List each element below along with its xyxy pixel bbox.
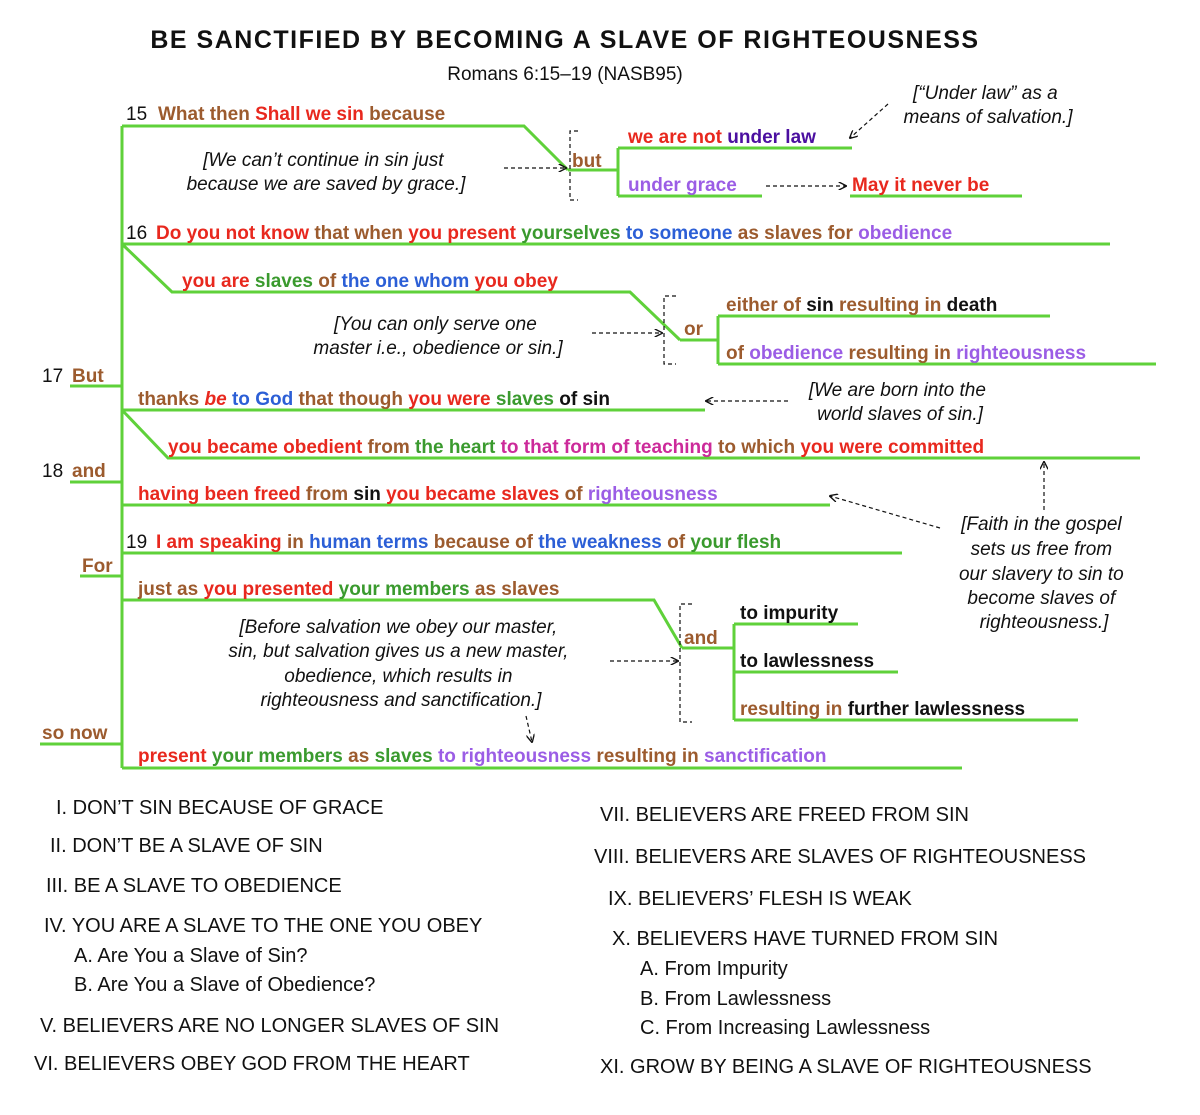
text-either — [726, 295, 997, 316]
present-word-1: your members — [211, 746, 349, 767]
l19-word-6: your flesh — [690, 532, 782, 553]
thanks-word-3: that though — [298, 389, 409, 410]
present-word-5: resulting in — [596, 746, 705, 767]
slaves-obey-word-0: you are — [182, 271, 255, 292]
l19-word-2: human terms — [309, 532, 434, 553]
thanks-word-1: be — [204, 389, 232, 410]
connector-but: but — [572, 151, 602, 172]
outline-item: XI. GROW BY BEING A SLAVE OF RIGHTEOUSNESS — [600, 1056, 1092, 1078]
verse-18: 18 — [42, 461, 64, 482]
became-obedient-word-4: to — [718, 437, 742, 458]
impurity-word-0: to impurity — [740, 603, 839, 624]
thanks-word-5: slaves — [495, 389, 560, 410]
freed-word-4: of — [564, 484, 588, 505]
diagram-subtitle: Romans 6:15–19 (NASB95) — [447, 64, 683, 85]
outline-item: VI. BELIEVERS OBEY GOD FROM THE HEART — [34, 1053, 470, 1075]
outline-item: IV. YOU ARE A SLAVE TO THE ONE YOU OBEY — [44, 915, 483, 937]
present-word-6: sanctification — [704, 746, 827, 767]
just-as-word-0: just as — [138, 579, 204, 600]
present-word-0: present — [138, 746, 212, 767]
became-obedient-word-3: to that form of teaching — [500, 437, 719, 458]
text-of-obedience — [726, 343, 1086, 364]
either-word-1: sin — [806, 295, 839, 316]
note-one-master: [You can only serve one master i.e., obedience or sin.] — [313, 314, 563, 359]
l16-word-6: for — [827, 223, 859, 244]
freed-word-0: having been freed — [138, 484, 306, 505]
text-impurity — [740, 603, 839, 624]
l16-word-1: that when — [314, 223, 409, 244]
connector-so-now: so now — [42, 723, 108, 744]
note-faith-gospel: [Faith in the gospel sets us free from our slavery to sin to become slaves of righteousness.] — [958, 514, 1124, 633]
l15-word-0: What then — [158, 104, 256, 125]
outline-left — [34, 797, 499, 1075]
connector-but-17: But — [72, 366, 104, 387]
l19-word-0: I am speaking — [156, 532, 287, 553]
outline-item: V. BELIEVERS ARE NO LONGER SLAVES OF SIN — [40, 1015, 500, 1037]
connector-and: and — [684, 628, 718, 649]
further-word-1: further lawlessness — [847, 699, 1026, 720]
not-under-law-word-0: we are not — [628, 127, 728, 148]
present-word-2: as — [348, 746, 375, 767]
thanks-word-6: of sin — [559, 389, 610, 410]
of-obedience-word-3: righteousness — [956, 343, 1087, 364]
of-obedience-word-0: of — [726, 343, 750, 364]
arrow-sanctification — [526, 716, 532, 742]
outline-item: X. BELIEVERS HAVE TURNED FROM SIN — [612, 928, 999, 950]
verse-15: 15 — [126, 104, 148, 125]
outline-item: VII. BELIEVERS ARE FREED FROM SIN — [600, 804, 969, 826]
thanks-word-0: thanks — [138, 389, 205, 410]
l15-word-2: because — [369, 104, 446, 125]
just-as-word-3: as slaves — [474, 579, 560, 600]
text-not-under-law — [627, 127, 816, 148]
outline-item: I. DON’T SIN BECAUSE OF GRACE — [56, 797, 384, 819]
became-obedient-word-1: from — [367, 437, 416, 458]
l16-word-2: you present — [408, 223, 522, 244]
l16-word-5: as slaves — [737, 223, 828, 244]
became-obedient-word-6: you were committed — [800, 437, 985, 458]
l19-word-4: the weakness — [538, 532, 668, 553]
text-line-16 — [156, 223, 952, 244]
became-obedient-word-0: you became obedient — [168, 437, 368, 458]
text-lawlessness — [740, 651, 874, 672]
of-obedience-word-1: obedience — [749, 343, 849, 364]
text-just-as — [137, 579, 559, 600]
present-word-3: slaves — [374, 746, 438, 767]
slaves-obey-word-1: slaves — [254, 271, 319, 292]
l16-word-4: to someone — [625, 223, 738, 244]
verse-17: 17 — [42, 366, 64, 387]
text-may-it-never-be — [852, 175, 989, 196]
freed-word-5: righteousness — [587, 484, 718, 505]
outline-subitem: B. Are You a Slave of Obedience? — [74, 974, 376, 996]
outline-right — [594, 804, 1092, 1078]
freed-word-3: you became slaves — [386, 484, 565, 505]
became-obedient-word-2: the heart — [415, 437, 501, 458]
arrow-freed — [830, 496, 940, 528]
either-word-3: death — [946, 295, 998, 316]
present-word-4: to righteousness — [437, 746, 597, 767]
arrow-under-law — [850, 104, 888, 138]
either-word-0: either of — [726, 295, 807, 316]
verse-19: 19 — [126, 532, 148, 553]
l19-word-1: in — [286, 532, 310, 553]
note-before-salvation: [Before salvation we obey our master, sin, but salvation gives us a new master, obedience, which results in righteousness and sanctification.] — [228, 617, 569, 711]
outline-item: IX. BELIEVERS’ FLESH IS WEAK — [608, 888, 912, 910]
text-slaves-obey — [182, 271, 558, 292]
freed-word-2: sin — [353, 484, 387, 505]
either-word-2: resulting in — [838, 295, 947, 316]
outline-subitem: B. From Lawlessness — [640, 988, 832, 1010]
outline-subitem: A. Are You a Slave of Sin? — [74, 945, 308, 967]
connector-and-18: and — [72, 461, 106, 482]
l19-word-5: of — [667, 532, 691, 553]
just-as-word-1: you presented — [203, 579, 339, 600]
text-further-lawlessness — [740, 699, 1025, 720]
became-obedient-word-5: which — [741, 437, 801, 458]
slaves-obey-word-2: of — [318, 271, 342, 292]
l16-word-0: Do you not know — [156, 223, 315, 244]
l16-word-3: yourselves — [521, 223, 626, 244]
note-saved-by-grace: [We can’t continue in sin just because we are saved by grace.] — [186, 150, 466, 195]
outline-subitem: A. From Impurity — [640, 958, 788, 980]
verse-16: 16 — [126, 223, 148, 244]
of-obedience-word-2: resulting in — [848, 343, 957, 364]
text-freed — [138, 484, 718, 505]
thanks-word-4: you were — [408, 389, 496, 410]
outline-item: III. BE A SLAVE TO OBEDIENCE — [46, 875, 342, 897]
connector-for: For — [82, 556, 113, 577]
slaves-obey-word-4: you obey — [474, 271, 558, 292]
diagram-title: BE SANCTIFIED BY BECOMING A SLAVE OF RIGHTEOUSNESS — [150, 26, 980, 54]
just-as-word-2: your members — [338, 579, 475, 600]
l16-word-7: obedience — [858, 223, 953, 244]
text-thanks — [138, 389, 610, 410]
l19-word-3: because of — [433, 532, 539, 553]
under-grace-word-0: under grace — [628, 175, 737, 196]
further-word-0: resulting in — [740, 699, 848, 720]
text-became-obedient — [168, 437, 984, 458]
outline-item: VIII. BELIEVERS ARE SLAVES OF RIGHTEOUSNESS — [594, 846, 1087, 868]
text-line-19 — [156, 532, 781, 553]
text-line-15 — [158, 104, 445, 125]
l15-word-1: Shall we sin — [255, 104, 370, 125]
not-under-law-word-1: under law — [727, 127, 816, 148]
bracket-and — [680, 604, 692, 722]
note-born-slaves: [We are born into the world slaves of sin.] — [808, 380, 986, 425]
freed-word-1: from — [305, 484, 354, 505]
text-present — [138, 746, 827, 767]
text-under-grace — [628, 175, 737, 196]
outline-subitem: C. From Increasing Lawlessness — [640, 1017, 931, 1039]
thanks-word-2: to God — [231, 389, 299, 410]
may-it-word-0: May it never be — [852, 175, 990, 196]
slaves-obey-word-3: the one whom — [341, 271, 475, 292]
connector-or: or — [684, 319, 703, 340]
lawlessness-word-0: to lawlessness — [740, 651, 875, 672]
note-under-law: [“Under law” as a means of salvation.] — [903, 83, 1073, 128]
outline-item: II. DON’T BE A SLAVE OF SIN — [50, 835, 323, 857]
